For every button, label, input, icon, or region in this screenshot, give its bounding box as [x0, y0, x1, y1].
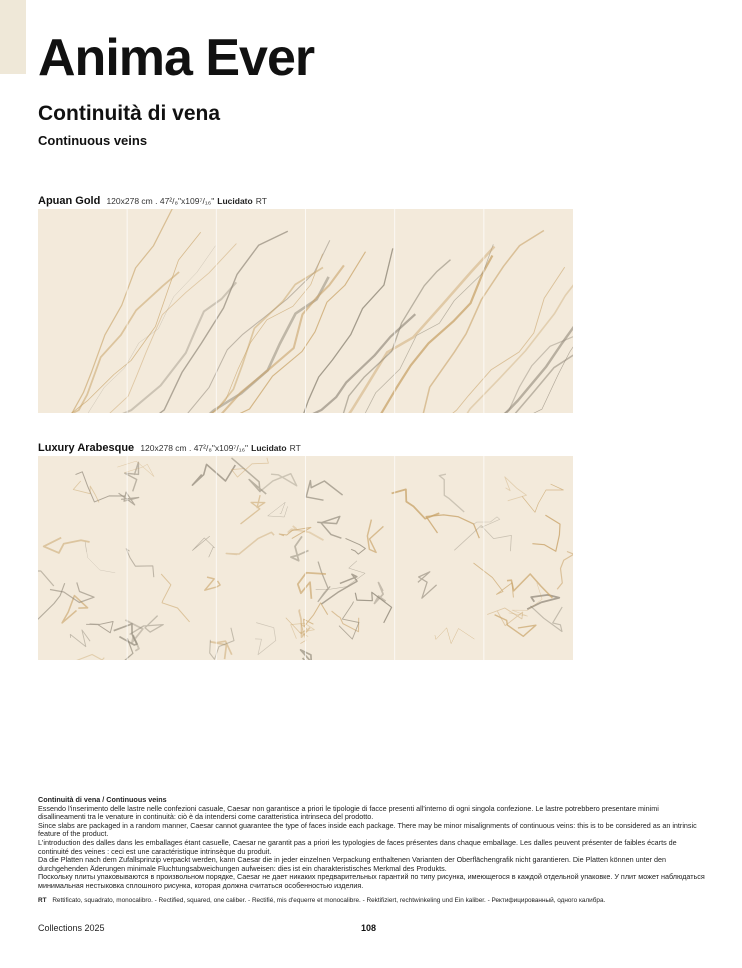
product-finish: Lucidato — [217, 196, 253, 206]
footer-collection: Collections 2025 — [38, 923, 105, 933]
note-paragraph-it: Essendo l'inserimento delle lastre nelle confezioni casuale, Caesar non garantisce a priori le tipologie di facce presenti all'interno di ogni singola confezione. Le lastre potrebbero presentare minimi disallineamenti tra le venature in continuità: ciò è da intendersi come caratteristica intrinseca del prodotto. — [38, 803, 659, 822]
slab-image-apuan-gold — [38, 209, 573, 413]
page-tab-marker — [0, 0, 26, 74]
product-dimensions: 120x278 cm . 47²/₈"x109⁷/₁₆" — [140, 443, 249, 453]
continuous-veins-notes — [38, 796, 706, 891]
page-number: 108 — [361, 923, 377, 933]
rt-legend — [38, 896, 706, 905]
section-subtitle: Continuous veins — [38, 133, 148, 148]
collection-title: Anima Ever — [38, 29, 315, 87]
product-code: RT — [255, 196, 267, 206]
product-dimensions: 120x278 cm . 47²/₈"x109⁷/₁₆" — [106, 196, 215, 206]
slab-strip-apuan-gold — [38, 209, 573, 413]
notes-title: Continuità di vena / Continuous veins — [38, 795, 167, 804]
product-name: Luxury Arabesque — [38, 442, 135, 454]
product-label-apuan-gold — [38, 194, 267, 208]
section-title: Continuità di vena — [38, 102, 221, 125]
slab-image-luxury-arabesque — [38, 456, 573, 660]
product-finish: Lucidato — [251, 443, 287, 453]
product-code: RT — [289, 443, 301, 453]
note-paragraph-en: Since slabs are packaged in a random manner, Caesar cannot guarantee the type of faces inside each package. There may be minor misalignments of continuous veins: this is to be considered as an intrinsic feature of the product. — [38, 820, 697, 839]
product-label-luxury-arabesque — [38, 441, 301, 455]
slab-strip-luxury-arabesque — [38, 456, 573, 660]
product-name: Apuan Gold — [38, 195, 101, 207]
note-paragraph-fr: L'introduction des dalles dans les emballages étant casuelle, Caesar ne garantit pas a priori les typologies de faces présentes dans chaque emballage. Les dalles peuvent présenter de faibles écarts de continuité des veines : ceci est une caractéristique intrinsèque du produit. — [38, 837, 677, 856]
note-paragraph-de: Da die Platten nach dem Zufallsprinzip verpackt werden, kann Caesar die in jeder einzelnen Verpackung enthaltenen Varianten der Oberflächengrafik nicht garantieren. Die Platten können unter den durchgehenden Äderungen minimale Fluchtungsabweichungen aufweisen: dies ist ein charakteristisches Merkmal des Produkts. — [38, 855, 666, 873]
rt-legend-key: RT — [38, 897, 47, 904]
rt-legend-text: Rettificato, squadrato, monocalibro. - Rectified, squared, one caliber. - Rectifié, mis d'equerre et monocalibre. - Rektifiziert, rechtwinkeling und Ein kaliber. - Ректифицированный, одного калибра. — [52, 897, 606, 904]
note-paragraph-ru: Поскольку плиты упаковываются в произвольном порядке, Caesar не дает никаких предварительных гарантий по типу рисунка, имеющегося в каждой отдельной упаковке. У плит может наблюдаться минимальная нестыковка сплошного рисунка, которая должна считаться особенностью изделия. — [38, 872, 705, 890]
